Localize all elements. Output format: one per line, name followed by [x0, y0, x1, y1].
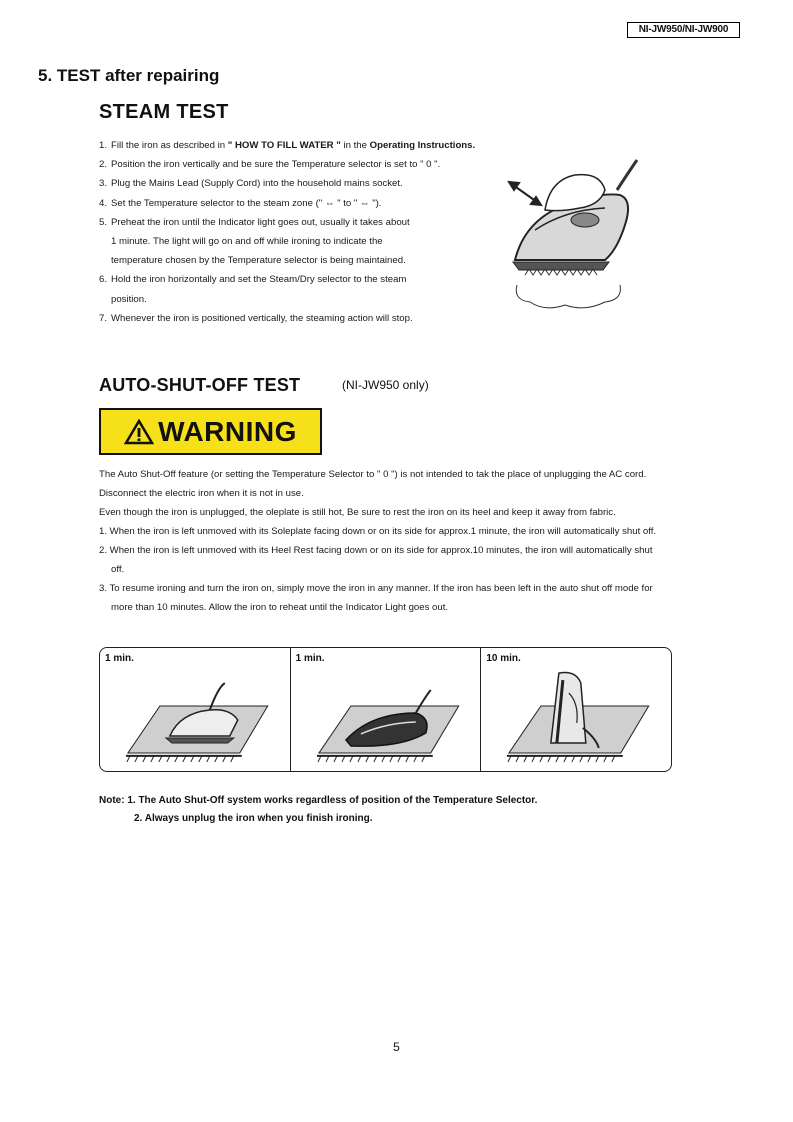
steam-step-4: 4. Set the Temperature selector to the steam zone (" ⇔ " to " ⇔ "). [99, 197, 382, 209]
iron-upright-icon [481, 668, 671, 768]
steam-iron-illustration [505, 150, 655, 320]
warning-triangle-icon [124, 419, 154, 445]
figure-label-3: 10 min. [486, 653, 521, 664]
steam-test-title: STEAM TEST [99, 101, 229, 123]
steam-step-3: 3. Plug the Mains Lead (Supply Cord) into the household mains socket. [99, 178, 403, 190]
steam-test-steps [99, 136, 569, 328]
figure-on-side [291, 648, 482, 771]
model-only-note: (NI-JW950 only) [342, 378, 429, 392]
steam-step-7: 7. Whenever the iron is positioned vertically, the steaming action will stop. [99, 312, 413, 324]
steam-step-1: 1. Fill the iron as described in " HOW TO FILL WATER " in the Operating Instructions. [99, 140, 476, 151]
figure-heel-rest [481, 648, 671, 771]
auto-shut-off-body [99, 465, 664, 617]
steam-step-5: 5. Preheat the iron until the Indicator light goes out, usually it takes about 1 minute. The light will go on and off while ironing to indicate the temperature chosen by the Temperature selector is being maintained. [99, 216, 410, 267]
steam-step-6: 6. Hold the iron horizontally and set the Steam/Dry selector to the steam position. [99, 274, 407, 305]
auto-shut-off-title: AUTO-SHUT-OFF TEST [99, 375, 301, 395]
auto-shut-off-figures [99, 647, 672, 772]
steam-icon [516, 269, 620, 308]
model-number-box: NI-JW950/NI-JW900 [627, 22, 740, 38]
figure-label-1: 1 min. [105, 653, 134, 664]
iron-side-icon [291, 668, 481, 768]
tilt-arrow-icon [509, 182, 541, 205]
iron-flat-icon [100, 668, 290, 768]
auto-item-1: 1. When the iron is left unmoved with its Soleplate facing down or on its side for approx.1 minute, the iron will automatically shut off. [99, 526, 657, 537]
auto-item-2: 2. When the iron is left unmoved with its Heel Rest facing down or on its side for approx.10 minutes, the iron will automatically shut off. [99, 545, 653, 575]
auto-item-3: 3. To resume ironing and turn the iron on, simply move the iron in any manner. If the iron has been left in the auto shut off mode for more than 10 minutes. Allow the iron to reheat until the Indicator Light goes out. [99, 583, 653, 613]
warning-label: WARNING [158, 415, 297, 447]
warning-banner [99, 408, 322, 455]
notes [99, 792, 537, 828]
note-line-1: Note: 1. The Auto Shut-Off system works regardless of position of the Temperature Selector. [99, 795, 538, 806]
steam-step-2: 2. Position the iron vertically and be sure the Temperature selector is set to " 0 ". [99, 159, 441, 171]
note-line-2: 2. Always unplug the iron when you finish ironing. [134, 813, 373, 824]
auto-para-2: Even though the iron is unplugged, the oleplate is still hot, Be sure to rest the iron on its heel and keep it away from fabric. [99, 507, 616, 518]
section-heading: 5. TEST after repairing [38, 66, 220, 85]
auto-para-1: The Auto Shut-Off feature (or setting the Temperature Selector to " 0 ") is not intended to tak the place of unplugging the AC cord. Disconnect the electric iron when it is not in use. [99, 469, 647, 499]
figure-soleplate-down [100, 648, 291, 771]
page-number: 5 [393, 1040, 400, 1054]
figure-label-2: 1 min. [295, 653, 325, 664]
